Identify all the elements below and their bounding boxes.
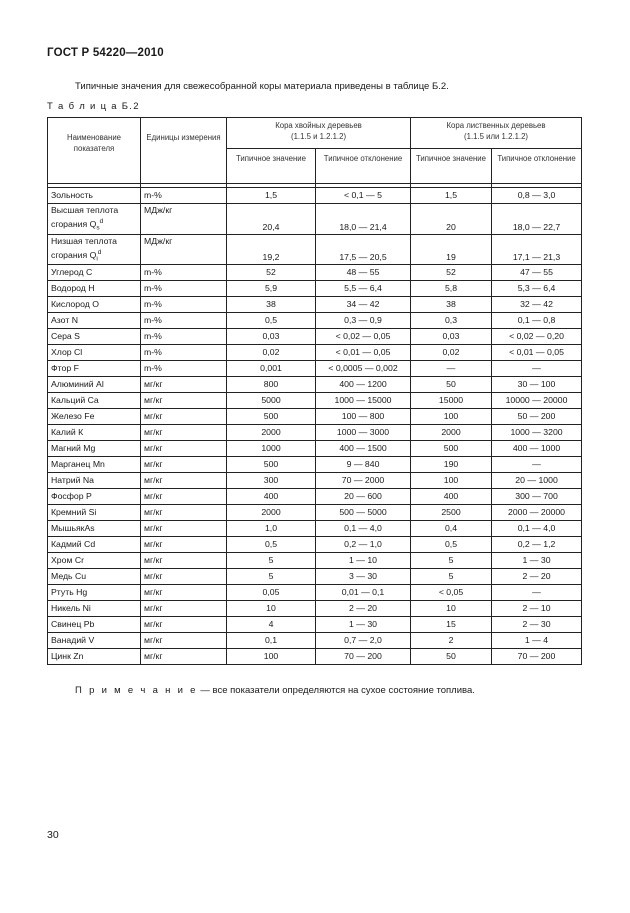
table-row <box>48 313 582 329</box>
cell-unit: m-% <box>141 329 227 345</box>
cell-deciduous-typical: 0,3 <box>411 313 492 329</box>
cell-coniferous-typical: 5000 <box>227 393 316 409</box>
parameter-name-text: Азот N <box>51 315 78 326</box>
cell-unit: m-% <box>141 297 227 313</box>
cell-parameter-name <box>48 345 141 361</box>
cell-deciduous-deviation: — <box>492 457 582 473</box>
cell-unit: мг/кг <box>141 585 227 601</box>
cell-deciduous-deviation: 47 — 55 <box>492 265 582 281</box>
cell-deciduous-typical: 2500 <box>411 505 492 521</box>
cell-parameter-name <box>48 281 141 297</box>
cell-coniferous-typical: 0,5 <box>227 537 316 553</box>
parameter-name-text: Медь Cu <box>51 571 87 582</box>
cell-deciduous-deviation: 0,1 — 0,8 <box>492 313 582 329</box>
cell-parameter-name <box>48 569 141 585</box>
table-row <box>48 537 582 553</box>
cell-coniferous-deviation: < 0,01 — 0,05 <box>316 345 411 361</box>
cell-unit: МДж/кг <box>141 234 227 265</box>
cell-unit: мг/кг <box>141 553 227 569</box>
cell-coniferous-typical: 500 <box>227 409 316 425</box>
cell-deciduous-typical: 0,4 <box>411 521 492 537</box>
cell-coniferous-typical: 4 <box>227 617 316 633</box>
cell-unit: мг/кг <box>141 601 227 617</box>
table-row <box>48 188 582 204</box>
table-row <box>48 521 582 537</box>
table-row <box>48 281 582 297</box>
cell-unit: мг/кг <box>141 457 227 473</box>
cell-coniferous-deviation: 400 — 1500 <box>316 441 411 457</box>
cell-coniferous-typical: 52 <box>227 265 316 281</box>
cell-parameter-name <box>48 361 141 377</box>
header-coniferous-typical: Типичное значение <box>227 149 316 184</box>
cell-parameter-name <box>48 297 141 313</box>
table-row <box>48 617 582 633</box>
cell-coniferous-deviation: 18,0 — 21,4 <box>316 204 411 235</box>
cell-coniferous-typical: 19,2 <box>227 234 316 265</box>
cell-deciduous-deviation: 20 — 1000 <box>492 473 582 489</box>
cell-coniferous-deviation: 70 — 2000 <box>316 473 411 489</box>
cell-deciduous-typical: 0,5 <box>411 537 492 553</box>
table-row <box>48 473 582 489</box>
cell-coniferous-typical: 2000 <box>227 505 316 521</box>
cell-deciduous-typical: 19 <box>411 234 492 265</box>
header-coniferous-deviation: Типичное отклонение <box>316 149 411 184</box>
cell-deciduous-deviation: — <box>492 585 582 601</box>
parameter-name-text: Магний Mg <box>51 443 96 454</box>
parameter-name-text: Кремний Si <box>51 507 97 518</box>
cell-unit: мг/кг <box>141 393 227 409</box>
cell-unit: мг/кг <box>141 649 227 665</box>
cell-parameter-name <box>48 393 141 409</box>
cell-unit: m-% <box>141 361 227 377</box>
parameter-name-text: Ванадий V <box>51 635 95 646</box>
parameter-name-text: Фтор F <box>51 363 79 374</box>
symbol-subscript: i <box>96 255 98 263</box>
cell-coniferous-deviation: 500 — 5000 <box>316 505 411 521</box>
cell-coniferous-deviation: 48 — 55 <box>316 265 411 281</box>
cell-unit: мг/кг <box>141 569 227 585</box>
cell-unit: мг/кг <box>141 489 227 505</box>
cell-deciduous-typical: 190 <box>411 457 492 473</box>
note-text: — все показатели определяются на сухое состояние топлива. <box>197 685 475 696</box>
cell-parameter-name <box>48 553 141 569</box>
cell-coniferous-deviation: 0,3 — 0,9 <box>316 313 411 329</box>
cell-deciduous-deviation: 1 — 4 <box>492 633 582 649</box>
table-row <box>48 297 582 313</box>
cell-deciduous-typical: 5 <box>411 553 492 569</box>
cell-parameter-name <box>48 489 141 505</box>
cell-deciduous-deviation: 50 — 200 <box>492 409 582 425</box>
cell-parameter-name <box>48 617 141 633</box>
cell-deciduous-typical: 1,5 <box>411 188 492 204</box>
cell-parameter-name <box>48 234 141 265</box>
cell-parameter-name <box>48 649 141 665</box>
cell-coniferous-deviation: 1 — 10 <box>316 553 411 569</box>
cell-deciduous-deviation: — <box>492 361 582 377</box>
cell-deciduous-typical: 20 <box>411 204 492 235</box>
note-label: П р и м е ч а н и е <box>75 685 198 696</box>
cell-parameter-name <box>48 521 141 537</box>
cell-deciduous-typical: 500 <box>411 441 492 457</box>
cell-coniferous-typical: 38 <box>227 297 316 313</box>
cell-coniferous-deviation: 3 — 30 <box>316 569 411 585</box>
cell-coniferous-deviation: 1000 — 3000 <box>316 425 411 441</box>
cell-parameter-name <box>48 265 141 281</box>
cell-deciduous-deviation: 2 — 30 <box>492 617 582 633</box>
cell-unit: мг/кг <box>141 537 227 553</box>
cell-coniferous-deviation: 70 — 200 <box>316 649 411 665</box>
cell-parameter-name <box>48 537 141 553</box>
cell-coniferous-typical: 0,02 <box>227 345 316 361</box>
cell-deciduous-deviation: 2 — 20 <box>492 569 582 585</box>
cell-parameter-name <box>48 409 141 425</box>
cell-deciduous-typical: 15000 <box>411 393 492 409</box>
cell-unit: мг/кг <box>141 409 227 425</box>
cell-coniferous-typical: 0,001 <box>227 361 316 377</box>
cell-parameter-name <box>48 329 141 345</box>
cell-deciduous-typical: 2000 <box>411 425 492 441</box>
cell-deciduous-deviation: 0,2 — 1,2 <box>492 537 582 553</box>
parameter-name-text: Кислород О <box>51 299 99 310</box>
cell-coniferous-deviation: 0,1 — 4,0 <box>316 521 411 537</box>
parameter-name-text: Хром Cr <box>51 555 85 566</box>
table-row <box>48 329 582 345</box>
table-row <box>48 601 582 617</box>
cell-coniferous-deviation: 0,01 — 0,1 <box>316 585 411 601</box>
header-deciduous-typical: Типичное значение <box>411 149 492 184</box>
cell-deciduous-typical: 50 <box>411 377 492 393</box>
header-units: Единицы измерения <box>141 118 227 184</box>
cell-deciduous-deviation: 17,1 — 21,3 <box>492 234 582 265</box>
table-row <box>48 585 582 601</box>
cell-parameter-name <box>48 633 141 649</box>
cell-coniferous-typical: 2000 <box>227 425 316 441</box>
parameter-name-text: Никель Ni <box>51 603 91 614</box>
cell-deciduous-typical: 15 <box>411 617 492 633</box>
cell-unit: m-% <box>141 281 227 297</box>
cell-unit: m-% <box>141 313 227 329</box>
cell-coniferous-typical: 0,03 <box>227 329 316 345</box>
cell-deciduous-typical: — <box>411 361 492 377</box>
cell-deciduous-deviation: 10000 — 20000 <box>492 393 582 409</box>
cell-coniferous-deviation: < 0,0005 — 0,002 <box>316 361 411 377</box>
parameter-name-text: Алюминий Al <box>51 379 104 390</box>
parameter-name-text: Сера S <box>51 331 80 342</box>
cell-deciduous-deviation: 0,1 — 4,0 <box>492 521 582 537</box>
table-row <box>48 234 582 265</box>
cell-deciduous-typical: 100 <box>411 473 492 489</box>
cell-coniferous-typical: 1,5 <box>227 188 316 204</box>
table-row <box>48 425 582 441</box>
cell-deciduous-typical: < 0,05 <box>411 585 492 601</box>
parameter-name-text: Свинец Pb <box>51 619 95 630</box>
parameter-name-text: Кадмий Cd <box>51 539 96 550</box>
cell-unit: МДж/кг <box>141 204 227 235</box>
cell-deciduous-typical: 10 <box>411 601 492 617</box>
cell-coniferous-deviation: 20 — 600 <box>316 489 411 505</box>
cell-coniferous-deviation: 400 — 1200 <box>316 377 411 393</box>
cell-deciduous-deviation: 70 — 200 <box>492 649 582 665</box>
table-row <box>48 505 582 521</box>
table-row <box>48 345 582 361</box>
document-header: ГОСТ Р 54220—2010 <box>47 47 164 59</box>
cell-deciduous-deviation: 2 — 10 <box>492 601 582 617</box>
cell-deciduous-typical: 5 <box>411 569 492 585</box>
cell-coniferous-typical: 1000 <box>227 441 316 457</box>
header-coniferous-title: Кора хвойных деревьев <box>275 121 362 130</box>
parameter-name-text: Калий К <box>51 427 84 438</box>
cell-deciduous-deviation: 2000 — 20000 <box>492 505 582 521</box>
symbol-superscript: d <box>99 218 104 225</box>
parameter-name-text: Углерод С <box>51 267 93 278</box>
cell-coniferous-typical: 400 <box>227 489 316 505</box>
parameter-name-text: Кальций Ca <box>51 395 99 406</box>
header-deciduous-ref: (1.1.5 или 1.2.1.2) <box>464 132 529 141</box>
cell-coniferous-deviation: < 0,02 — 0,05 <box>316 329 411 345</box>
header-deciduous-title: Кора лиственных деревьев <box>446 121 546 130</box>
cell-coniferous-deviation: 17,5 — 20,5 <box>316 234 411 265</box>
header-name: Наименование показателя <box>48 118 141 184</box>
cell-deciduous-typical: 38 <box>411 297 492 313</box>
cell-parameter-name <box>48 601 141 617</box>
cell-coniferous-deviation: 1000 — 15000 <box>316 393 411 409</box>
parameter-name-text: Цинк Zn <box>51 651 84 662</box>
table-row <box>48 489 582 505</box>
cell-coniferous-typical: 300 <box>227 473 316 489</box>
cell-unit: m-% <box>141 265 227 281</box>
cell-parameter-name <box>48 457 141 473</box>
cell-coniferous-deviation: 34 — 42 <box>316 297 411 313</box>
parameter-name-text: Зольность <box>51 190 93 200</box>
cell-deciduous-typical: 400 <box>411 489 492 505</box>
table-row <box>48 377 582 393</box>
table-row <box>48 265 582 281</box>
cell-coniferous-typical: 0,5 <box>227 313 316 329</box>
cell-coniferous-typical: 0,1 <box>227 633 316 649</box>
table-row <box>48 204 582 235</box>
cell-unit: мг/кг <box>141 441 227 457</box>
symbol-superscript: d <box>97 248 102 256</box>
cell-coniferous-typical: 5 <box>227 569 316 585</box>
header-coniferous-ref: (1.1.5 и 1.2.1.2) <box>290 132 347 141</box>
cell-coniferous-typical: 5,9 <box>227 281 316 297</box>
table-row <box>48 361 582 377</box>
cell-coniferous-typical: 5 <box>227 553 316 569</box>
cell-deciduous-typical: 2 <box>411 633 492 649</box>
page-number: 30 <box>47 829 59 841</box>
table-row <box>48 393 582 409</box>
cell-deciduous-typical: 0,02 <box>411 345 492 361</box>
intro-paragraph: Типичные значения для свежесобранной коры материала приведены в таблице Б.2. <box>75 81 449 92</box>
cell-deciduous-deviation: 0,8 — 3,0 <box>492 188 582 204</box>
cell-parameter-name <box>48 313 141 329</box>
cell-deciduous-typical: 52 <box>411 265 492 281</box>
cell-deciduous-deviation: 1000 — 3200 <box>492 425 582 441</box>
parameter-name-text: МышьякAs <box>51 523 95 534</box>
cell-coniferous-typical: 10 <box>227 601 316 617</box>
parameter-name-text: Железо Fe <box>51 411 95 422</box>
cell-parameter-name <box>48 425 141 441</box>
parameter-name-text: Фосфор Р <box>51 491 92 502</box>
cell-deciduous-typical: 0,03 <box>411 329 492 345</box>
cell-parameter-name <box>48 377 141 393</box>
cell-deciduous-typical: 100 <box>411 409 492 425</box>
cell-coniferous-deviation: 5,5 — 6,4 <box>316 281 411 297</box>
parameter-name-text: Низшая теплота сгорания Q <box>51 235 117 260</box>
cell-unit: мг/кг <box>141 425 227 441</box>
table-row <box>48 633 582 649</box>
cell-coniferous-typical: 100 <box>227 649 316 665</box>
cell-unit: m-% <box>141 188 227 204</box>
cell-deciduous-deviation: 30 — 100 <box>492 377 582 393</box>
cell-deciduous-deviation: 400 — 1000 <box>492 441 582 457</box>
parameter-name-text: Марганец Mn <box>51 459 105 470</box>
cell-coniferous-typical: 1,0 <box>227 521 316 537</box>
header-deciduous-deviation: Типичное отклонение <box>492 149 582 184</box>
cell-coniferous-typical: 800 <box>227 377 316 393</box>
cell-coniferous-typical: 500 <box>227 457 316 473</box>
cell-unit: мг/кг <box>141 377 227 393</box>
table-row <box>48 553 582 569</box>
table-row <box>48 409 582 425</box>
cell-deciduous-deviation: 1 — 30 <box>492 553 582 569</box>
cell-unit: мг/кг <box>141 505 227 521</box>
cell-coniferous-deviation: 100 — 800 <box>316 409 411 425</box>
cell-unit: мг/кг <box>141 633 227 649</box>
cell-parameter-name <box>48 505 141 521</box>
cell-unit: мг/кг <box>141 617 227 633</box>
cell-deciduous-deviation: < 0,01 — 0,05 <box>492 345 582 361</box>
parameter-name-text: Ртуть Hg <box>51 587 88 598</box>
cell-coniferous-deviation: 0,2 — 1,0 <box>316 537 411 553</box>
cell-coniferous-deviation: 0,7 — 2,0 <box>316 633 411 649</box>
cell-coniferous-deviation: < 0,1 — 5 <box>316 188 411 204</box>
parameter-name-text: Натрий Na <box>51 475 94 486</box>
cell-parameter-name <box>48 188 141 204</box>
header-coniferous <box>227 118 411 149</box>
table-caption: Т а б л и ц а Б.2 <box>47 101 140 112</box>
table-row <box>48 441 582 457</box>
cell-deciduous-deviation: 32 — 42 <box>492 297 582 313</box>
cell-parameter-name <box>48 441 141 457</box>
parameter-name-text: Водород Н <box>51 283 95 294</box>
table-row <box>48 457 582 473</box>
cell-parameter-name <box>48 204 141 235</box>
cell-unit: мг/кг <box>141 521 227 537</box>
table-body <box>48 188 582 665</box>
parameter-name-text: Хлор Cl <box>51 347 83 358</box>
cell-coniferous-deviation: 2 — 20 <box>316 601 411 617</box>
cell-unit: мг/кг <box>141 473 227 489</box>
header-deciduous <box>411 118 582 149</box>
parameter-name-text: Высшая теплота сгорания Q <box>51 205 119 229</box>
cell-deciduous-typical: 5,8 <box>411 281 492 297</box>
table-row <box>48 649 582 665</box>
cell-deciduous-deviation: < 0,02 — 0,20 <box>492 329 582 345</box>
data-table <box>47 117 582 665</box>
cell-deciduous-deviation: 5,3 — 6,4 <box>492 281 582 297</box>
cell-parameter-name <box>48 585 141 601</box>
cell-coniferous-typical: 0,05 <box>227 585 316 601</box>
cell-deciduous-typical: 50 <box>411 649 492 665</box>
cell-coniferous-deviation: 9 — 840 <box>316 457 411 473</box>
cell-parameter-name <box>48 473 141 489</box>
symbol-subscript: s <box>96 224 100 232</box>
cell-coniferous-typical: 20,4 <box>227 204 316 235</box>
cell-deciduous-deviation: 300 — 700 <box>492 489 582 505</box>
cell-unit: m-% <box>141 345 227 361</box>
table-note <box>75 685 475 696</box>
cell-coniferous-deviation: 1 — 30 <box>316 617 411 633</box>
table-row <box>48 569 582 585</box>
cell-deciduous-deviation: 18,0 — 22,7 <box>492 204 582 235</box>
